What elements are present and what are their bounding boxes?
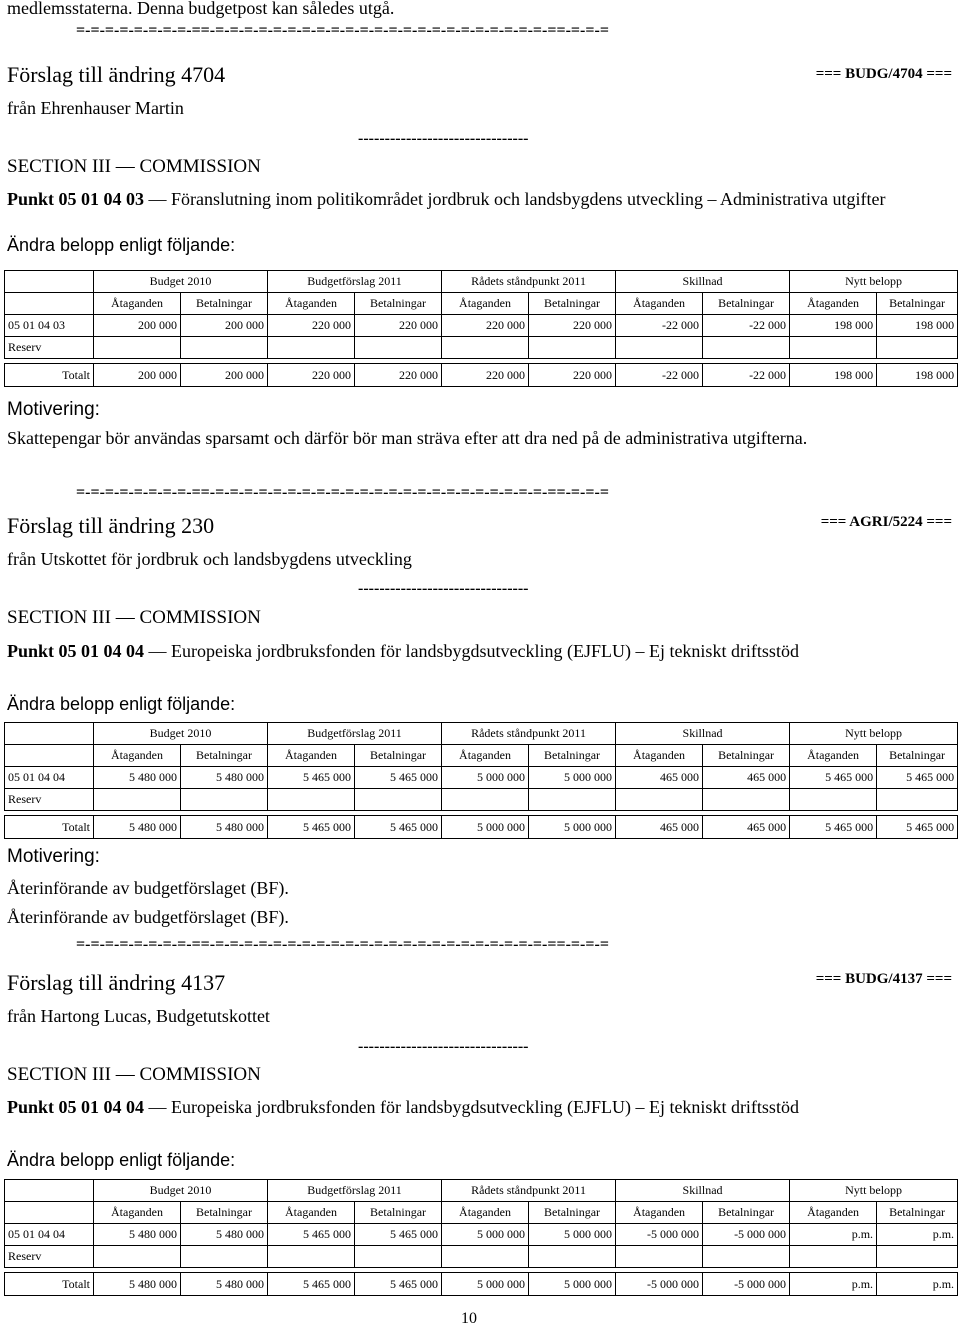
table-group-header	[5, 271, 958, 293]
column-header: Betalningar	[877, 1202, 958, 1224]
column-header: Åtaganden	[790, 1202, 877, 1224]
table-cell: 198 000	[877, 364, 958, 387]
column-group: Skillnad	[616, 723, 790, 745]
table-group-header	[5, 723, 958, 745]
table-group-header	[5, 1180, 958, 1202]
table-cell: -22 000	[703, 315, 790, 337]
table-cell: 220 000	[442, 315, 529, 337]
row-label: Totalt	[5, 816, 94, 839]
preceding-text: medlemsstaterna. Denna budgetpost kan således utgå.	[7, 0, 395, 18]
column-group: Budgetförslag 2011	[268, 723, 442, 745]
column-group: Budgetförslag 2011	[268, 1180, 442, 1202]
budget-item-label: Punkt 05 01 04 04	[7, 1097, 145, 1117]
table-cell: 5 000 000	[442, 767, 529, 789]
table-sub-header	[5, 293, 958, 315]
dash-line: --------------------------------	[358, 130, 529, 147]
table-cell: 200 000	[94, 364, 181, 387]
row-label: 05 01 04 04	[5, 1224, 94, 1246]
row-label: Totalt	[5, 1273, 94, 1296]
table-cell: 5 000 000	[529, 816, 616, 839]
column-header: Åtaganden	[268, 293, 355, 315]
column-header: Betalningar	[181, 745, 268, 767]
table-cell: 5 480 000	[181, 1224, 268, 1246]
table-cell: p.m.	[877, 1224, 958, 1246]
table-cell: 5 465 000	[877, 767, 958, 789]
table-cell: 220 000	[529, 315, 616, 337]
amendment-author: från Hartong Lucas, Budgetutskottet	[7, 1006, 270, 1026]
column-header: Åtaganden	[616, 293, 703, 315]
table-cell: 220 000	[355, 315, 442, 337]
dash-line: --------------------------------	[358, 1038, 529, 1055]
column-group: Budgetförslag 2011	[268, 271, 442, 293]
table-cell: 200 000	[181, 364, 268, 387]
column-group: Skillnad	[616, 271, 790, 293]
column-group: Rådets ståndpunkt 2011	[442, 1180, 616, 1202]
table-cell: 465 000	[616, 767, 703, 789]
section-heading: SECTION III — COMMISSION	[7, 156, 261, 177]
table-cell: 5 465 000	[268, 1273, 355, 1296]
table-cell: 5 465 000	[355, 816, 442, 839]
column-header: Åtaganden	[94, 293, 181, 315]
table-cell: 220 000	[442, 364, 529, 387]
column-header: Betalningar	[877, 745, 958, 767]
column-header: Betalningar	[181, 293, 268, 315]
column-header: Åtaganden	[94, 745, 181, 767]
table-cell: 5 480 000	[94, 1224, 181, 1246]
budget-item-heading	[7, 640, 934, 663]
table-cell: 5 465 000	[790, 816, 877, 839]
table-cell: -5 000 000	[703, 1273, 790, 1296]
budget-table	[4, 1179, 958, 1296]
table-cell: -22 000	[616, 364, 703, 387]
table-sub-header	[5, 1202, 958, 1224]
justification-heading: Motivering:	[7, 399, 100, 420]
column-group: Rådets ståndpunkt 2011	[442, 723, 616, 745]
row-label: Reserv	[5, 1246, 94, 1268]
budget-item-label: Punkt 05 01 04 03	[7, 189, 145, 209]
column-header: Betalningar	[703, 745, 790, 767]
table-cell: -22 000	[616, 315, 703, 337]
budget-table	[4, 722, 958, 839]
column-header: Åtaganden	[268, 745, 355, 767]
table-cell: 5 000 000	[442, 816, 529, 839]
column-header: Betalningar	[877, 293, 958, 315]
amendment-reference: === BUDG/4137 ===	[815, 971, 952, 987]
table-cell: 5 480 000	[94, 816, 181, 839]
table-row-reserv	[5, 789, 958, 811]
empty-cell	[5, 1202, 94, 1224]
table-cell: 5 465 000	[355, 767, 442, 789]
table-row-total	[5, 364, 958, 387]
amend-instruction: Ändra belopp enligt följande:	[7, 694, 236, 714]
table-cell: 5 000 000	[529, 1273, 616, 1296]
amendment-reference: === AGRI/5224 ===	[820, 514, 952, 530]
amendment-title: Förslag till ändring 230	[7, 513, 215, 538]
row-label: 05 01 04 03	[5, 315, 94, 337]
table-cell: 220 000	[268, 315, 355, 337]
table-row-reserv	[5, 1246, 958, 1268]
table-cell: 198 000	[790, 315, 877, 337]
column-header: Åtaganden	[268, 1202, 355, 1224]
column-header: Betalningar	[355, 1202, 442, 1224]
amend-instruction: Ändra belopp enligt följande:	[7, 1150, 236, 1170]
table-cell: 465 000	[616, 816, 703, 839]
table-cell: 5 000 000	[529, 1224, 616, 1246]
table-cell: -5 000 000	[616, 1224, 703, 1246]
dash-line: --------------------------------	[358, 580, 529, 597]
table-cell: 5 480 000	[94, 1273, 181, 1296]
table-cell: 5 465 000	[877, 816, 958, 839]
column-header: Åtaganden	[616, 1202, 703, 1224]
column-group: Nytt belopp	[790, 1180, 958, 1202]
table-cell: 200 000	[181, 315, 268, 337]
column-header: Åtaganden	[790, 745, 877, 767]
column-header: Betalningar	[529, 293, 616, 315]
amend-instruction: Ändra belopp enligt följande:	[7, 235, 236, 255]
column-header: Åtaganden	[94, 1202, 181, 1224]
separator-line: =-=-=-=-=-=-=-=-==-=-=-=-=-=-=-=-=-=-=-=-=-=-=-=-=-=-=-=-=-=-=-=-==-=-=-=	[76, 484, 609, 501]
row-label: Reserv	[5, 337, 94, 359]
table-cell: 5 000 000	[442, 1273, 529, 1296]
column-group: Budget 2010	[94, 271, 268, 293]
table-cell: 5 480 000	[181, 816, 268, 839]
table-cell: -22 000	[703, 364, 790, 387]
table-row-reserv	[5, 337, 958, 359]
table-cell: 198 000	[790, 364, 877, 387]
column-group: Nytt belopp	[790, 271, 958, 293]
column-group: Budget 2010	[94, 1180, 268, 1202]
column-header: Betalningar	[529, 745, 616, 767]
column-group: Rådets ståndpunkt 2011	[442, 271, 616, 293]
amendment-author: från Ehrenhauser Martin	[7, 98, 184, 118]
table-cell: p.m.	[877, 1273, 958, 1296]
row-label: 05 01 04 04	[5, 767, 94, 789]
table-cell: 5 000 000	[529, 767, 616, 789]
column-group: Nytt belopp	[790, 723, 958, 745]
budget-item-text: — Europeiska jordbruksfonden för landsbygdsutveckling (EJFLU) – Ej tekniskt driftsstöd	[148, 641, 799, 661]
amendment-reference: === BUDG/4704 ===	[815, 66, 952, 82]
justification-heading: Motivering:	[7, 846, 100, 867]
justification-text: Skattepengar bör användas sparsamt och därför bör man sträva efter att dra ned på de administrativa utgifterna.	[7, 428, 808, 448]
table-row	[5, 315, 958, 337]
table-row-total	[5, 816, 958, 839]
separator-line: =-=-=-=-=-=-=-=-==-=-=-=-=-=-=-=-=-=-=-=-=-=-=-=-=-=-=-=-=-=-=-=-==-=-=-=	[76, 22, 609, 39]
separator-line: =-=-=-=-=-=-=-=-==-=-=-=-=-=-=-=-=-=-=-=-=-=-=-=-=-=-=-=-=-=-=-=-==-=-=-=	[76, 936, 609, 953]
table-row	[5, 1224, 958, 1246]
table-cell: 198 000	[877, 315, 958, 337]
column-header: Åtaganden	[442, 1202, 529, 1224]
table-cell: p.m.	[790, 1273, 877, 1296]
column-header: Betalningar	[703, 1202, 790, 1224]
table-cell: 5 000 000	[442, 1224, 529, 1246]
budget-item-text: — Europeiska jordbruksfonden för landsbygdsutveckling (EJFLU) – Ej tekniskt driftsstöd	[148, 1097, 799, 1117]
budget-item-heading	[7, 188, 934, 211]
budget-table	[4, 270, 958, 387]
row-label: Reserv	[5, 789, 94, 811]
table-cell: 465 000	[703, 767, 790, 789]
column-group: Skillnad	[616, 1180, 790, 1202]
table-cell: p.m.	[790, 1224, 877, 1246]
column-header: Betalningar	[181, 1202, 268, 1224]
table-cell: 5 465 000	[355, 1224, 442, 1246]
table-cell: 5 480 000	[181, 767, 268, 789]
empty-cell	[5, 745, 94, 767]
table-cell: 220 000	[529, 364, 616, 387]
table-cell: 5 465 000	[268, 1224, 355, 1246]
amendment-author: från Utskottet för jordbruk och landsbygdens utveckling	[7, 549, 412, 569]
table-row-total	[5, 1273, 958, 1296]
column-header: Åtaganden	[790, 293, 877, 315]
table-cell: 5 465 000	[790, 767, 877, 789]
empty-cell	[5, 293, 94, 315]
table-cell: 220 000	[355, 364, 442, 387]
column-group: Budget 2010	[94, 723, 268, 745]
table-cell: 200 000	[94, 315, 181, 337]
table-cell: -5 000 000	[616, 1273, 703, 1296]
column-header: Betalningar	[355, 745, 442, 767]
table-row	[5, 767, 958, 789]
table-cell: 5 465 000	[268, 767, 355, 789]
column-header: Betalningar	[355, 293, 442, 315]
empty-cell	[5, 723, 94, 745]
budget-item-text: — Föranslutning inom politikområdet jordbruk och landsbygdens utveckling – Administrativa utgifter	[148, 189, 886, 209]
empty-cell	[5, 271, 94, 293]
table-cell: 5 465 000	[268, 816, 355, 839]
table-cell: 465 000	[703, 816, 790, 839]
budget-item-heading	[7, 1096, 934, 1119]
page-number: 10	[461, 1310, 477, 1327]
table-cell: 5 465 000	[355, 1273, 442, 1296]
column-header: Åtaganden	[442, 745, 529, 767]
table-cell: 5 480 000	[94, 767, 181, 789]
table-cell: 5 480 000	[181, 1273, 268, 1296]
table-sub-header	[5, 745, 958, 767]
section-heading: SECTION III — COMMISSION	[7, 607, 261, 628]
budget-item-label: Punkt 05 01 04 04	[7, 641, 145, 661]
column-header: Betalningar	[529, 1202, 616, 1224]
justification-text: Återinförande av budgetförslaget (BF).	[7, 878, 289, 898]
amendment-title: Förslag till ändring 4137	[7, 970, 226, 995]
column-header: Åtaganden	[442, 293, 529, 315]
table-cell: -5 000 000	[703, 1224, 790, 1246]
amendment-title: Förslag till ändring 4704	[7, 62, 226, 87]
empty-cell	[5, 1180, 94, 1202]
table-cell: 220 000	[268, 364, 355, 387]
row-label: Totalt	[5, 364, 94, 387]
column-header: Åtaganden	[616, 745, 703, 767]
section-heading: SECTION III — COMMISSION	[7, 1064, 261, 1085]
column-header: Betalningar	[703, 293, 790, 315]
justification-text: Återinförande av budgetförslaget (BF).	[7, 907, 289, 927]
